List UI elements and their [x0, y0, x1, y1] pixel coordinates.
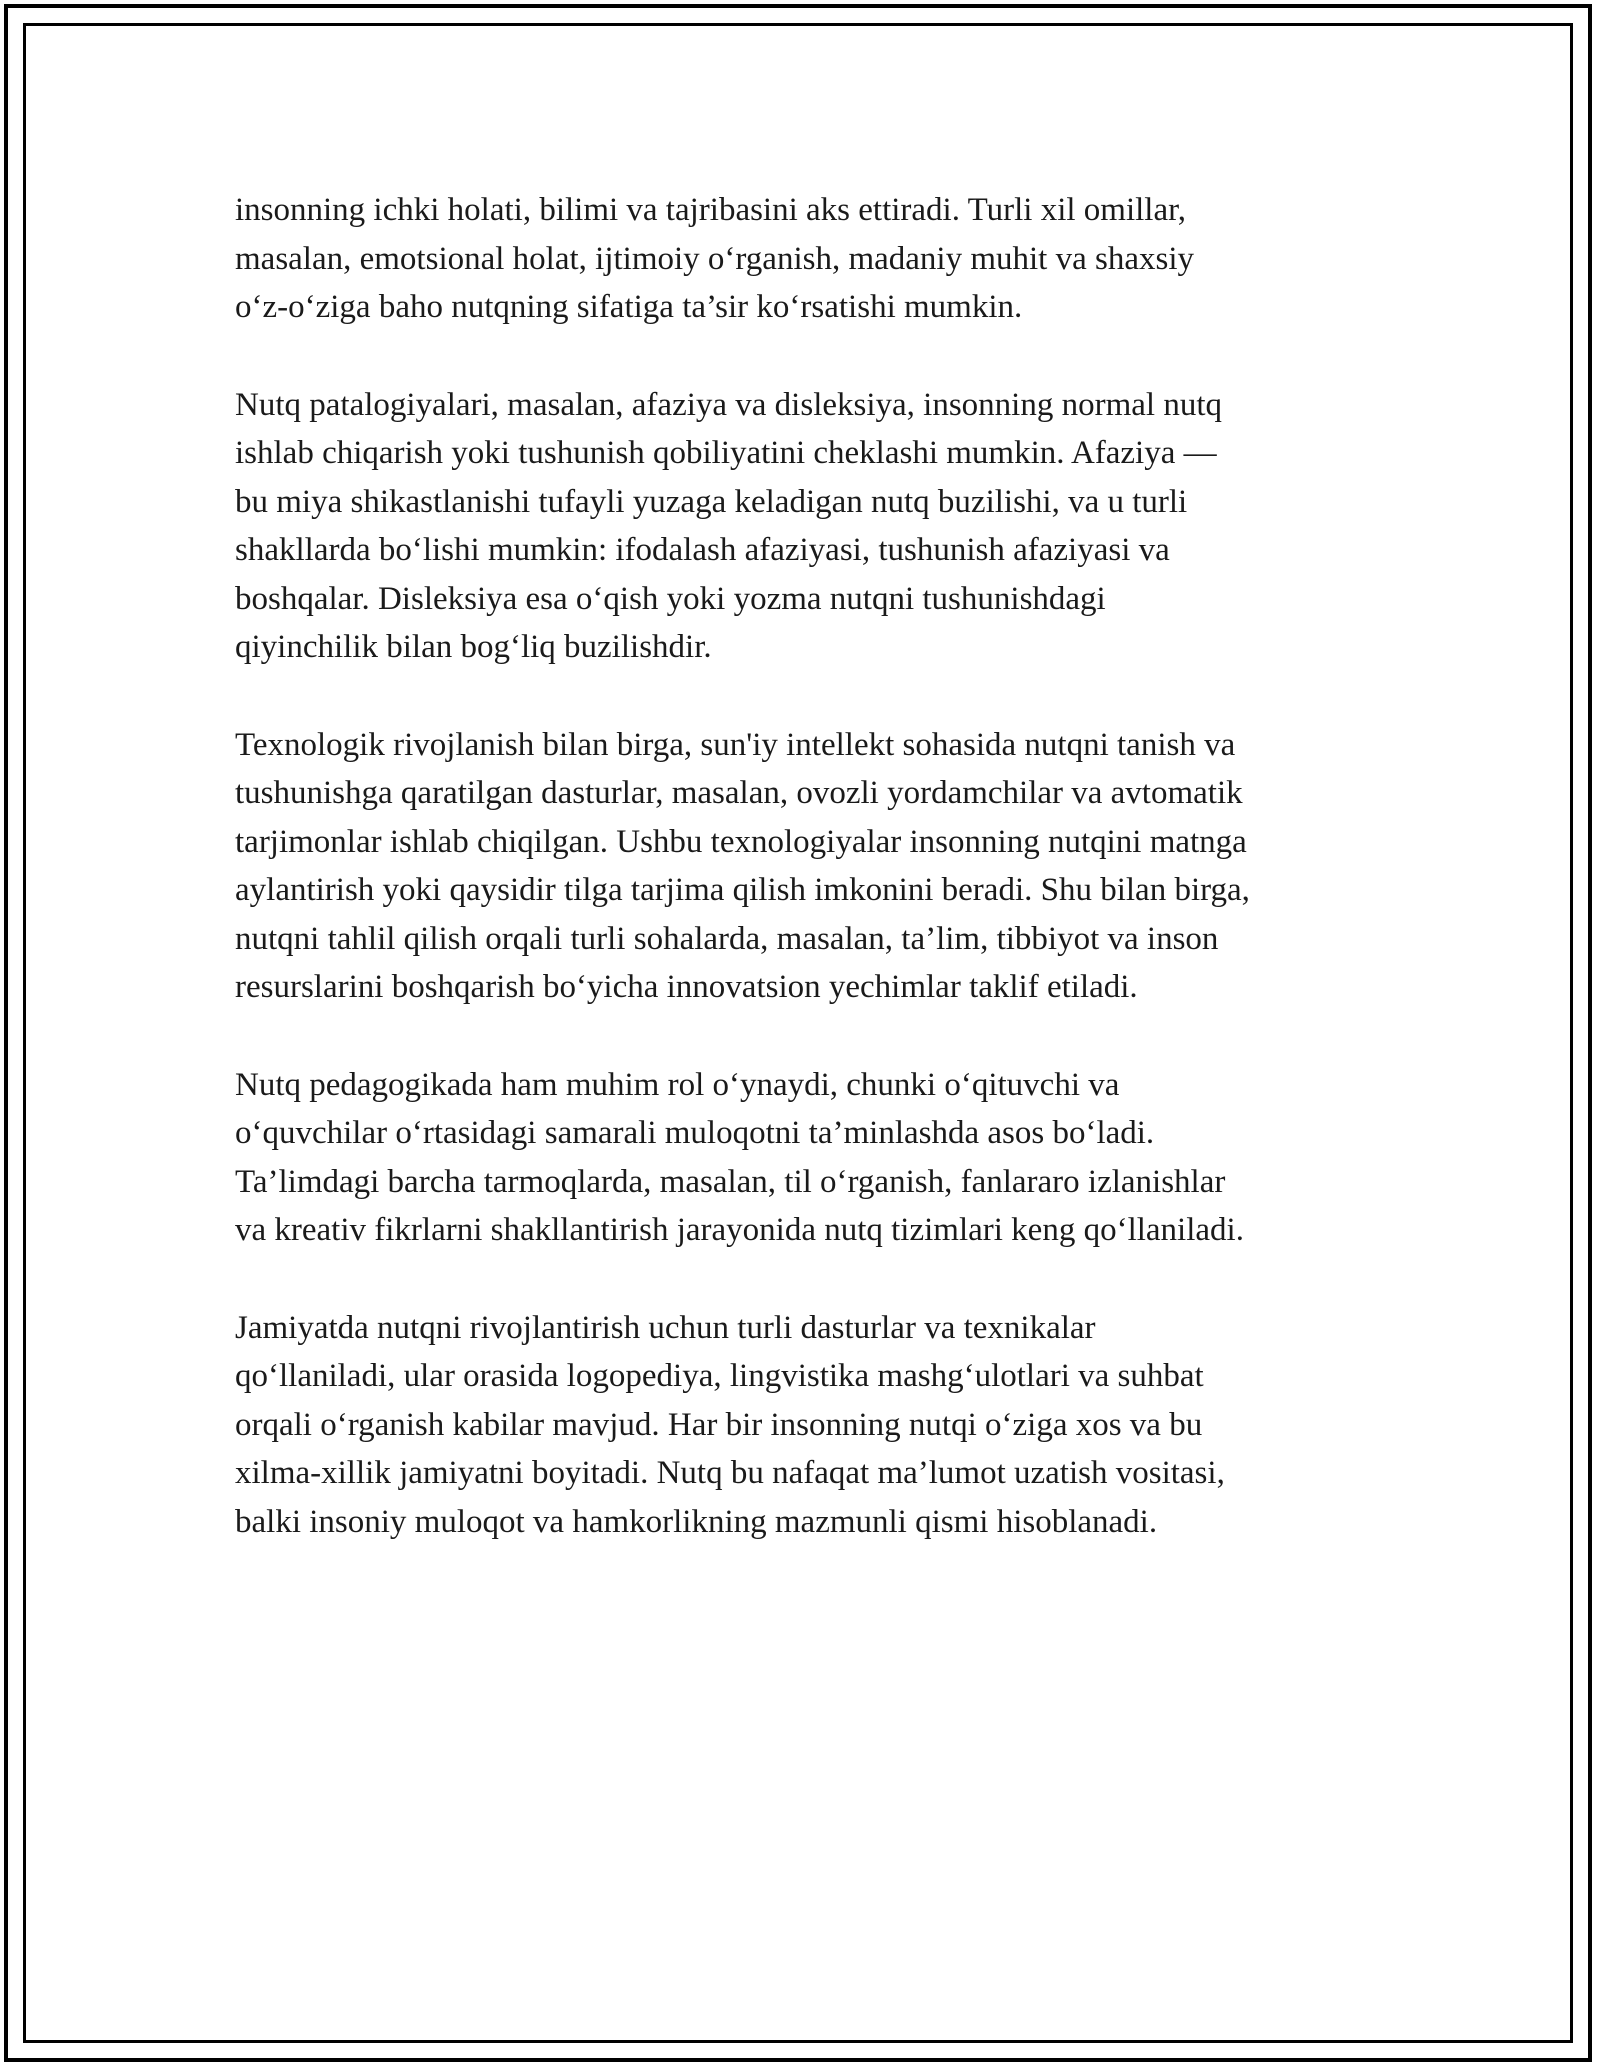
paragraph-5	[235, 1304, 1385, 1547]
text-line: aylantirish yoki qaysidir tilga tarjima qilish imkonini beradi. Shu bilan birga,	[235, 872, 1250, 908]
text-line: orqali o‘rganish kabilar mavjud. Har bir insonning nutqi o‘ziga xos va bu	[235, 1406, 1203, 1443]
text-line: balki insoniy muloqot va hamkorlikning mazmunli qismi hisoblanadi.	[235, 1503, 1158, 1540]
text-line: Texnologik rivojlanish bilan birga, sun'iy intellekt sohasida nutqni tanish va	[235, 726, 1236, 763]
text-line: xilma-xillik jamiyatni boyitadi. Nutq bu nafaqat ma’lumot uzatish vositasi,	[235, 1455, 1225, 1491]
paragraph-4	[235, 1061, 1385, 1255]
text-line: ishlab chiqarish yoki tushunish qobiliyatini cheklashi mumkin. Afaziya —	[235, 435, 1217, 471]
document-body	[235, 186, 1385, 1595]
text-line: qo‘llaniladi, ular orasida logopediya, lingvistika mashg‘ulotlari va suhbat	[235, 1358, 1204, 1394]
paragraph-2	[235, 381, 1385, 672]
text-line: boshqalar. Disleksiya esa o‘qish yoki yozma nutqni tushunishdagi	[235, 580, 1106, 617]
text-line: o‘quvchilar o‘rtasidagi samarali muloqotni ta’minlashda asos bo‘ladi.	[235, 1115, 1155, 1151]
text-line: Jamiyatda nutqni rivojlantirish uchun turli dasturlar va texnikalar	[235, 1309, 1096, 1346]
text-line: o‘z-o‘ziga baho nutqning sifatiga ta’sir ko‘rsatishi mumkin.	[235, 289, 1023, 325]
text-line: masalan, emotsional holat, ijtimoiy o‘rganish, madaniy muhit va shaxsiy	[235, 240, 1194, 277]
text-line: shakllarda bo‘lishi mumkin: ifodalash afaziyasi, tushunish afaziyasi va	[235, 532, 1170, 568]
text-line: tushunishga qaratilgan dasturlar, masalan, ovozli yordamchilar va avtomatik	[235, 775, 1243, 811]
text-line: Nutq pedagogikada ham muhim rol o‘ynaydi, chunki o‘qituvchi va	[235, 1066, 1120, 1103]
paragraph-3	[235, 721, 1385, 1012]
paragraph-1	[235, 186, 1385, 332]
text-line: va kreativ fikrlarni shakllantirish jarayonida nutq tizimlari keng qo‘llaniladi.	[235, 1212, 1244, 1248]
text-line: qiyinchilik bilan bog‘liq buzilishdir.	[235, 629, 712, 665]
text-line: Ta’limdagi barcha tarmoqlarda, masalan, til o‘rganish, fanlararo izlanishlar	[235, 1163, 1226, 1200]
text-line: resurslarini boshqarish bo‘yicha innovatsion yechimlar taklif etiladi.	[235, 969, 1138, 1005]
text-line: insonning ichki holati, bilimi va tajribasini aks ettiradi. Turli xil omillar,	[235, 192, 1187, 228]
text-line: nutqni tahlil qilish orqali turli sohalarda, masalan, ta’lim, tibbiyot va inson	[235, 920, 1219, 957]
text-line: Nutq patalogiyalari, masalan, afaziya va disleksiya, insonning normal nutq	[235, 386, 1222, 423]
text-line: tarjimonlar ishlab chiqilgan. Ushbu texnologiyalar insonning nutqini matnga	[235, 823, 1247, 860]
text-line: bu miya shikastlanishi tufayli yuzaga keladigan nutq buzilishi, va u turli	[235, 483, 1188, 520]
